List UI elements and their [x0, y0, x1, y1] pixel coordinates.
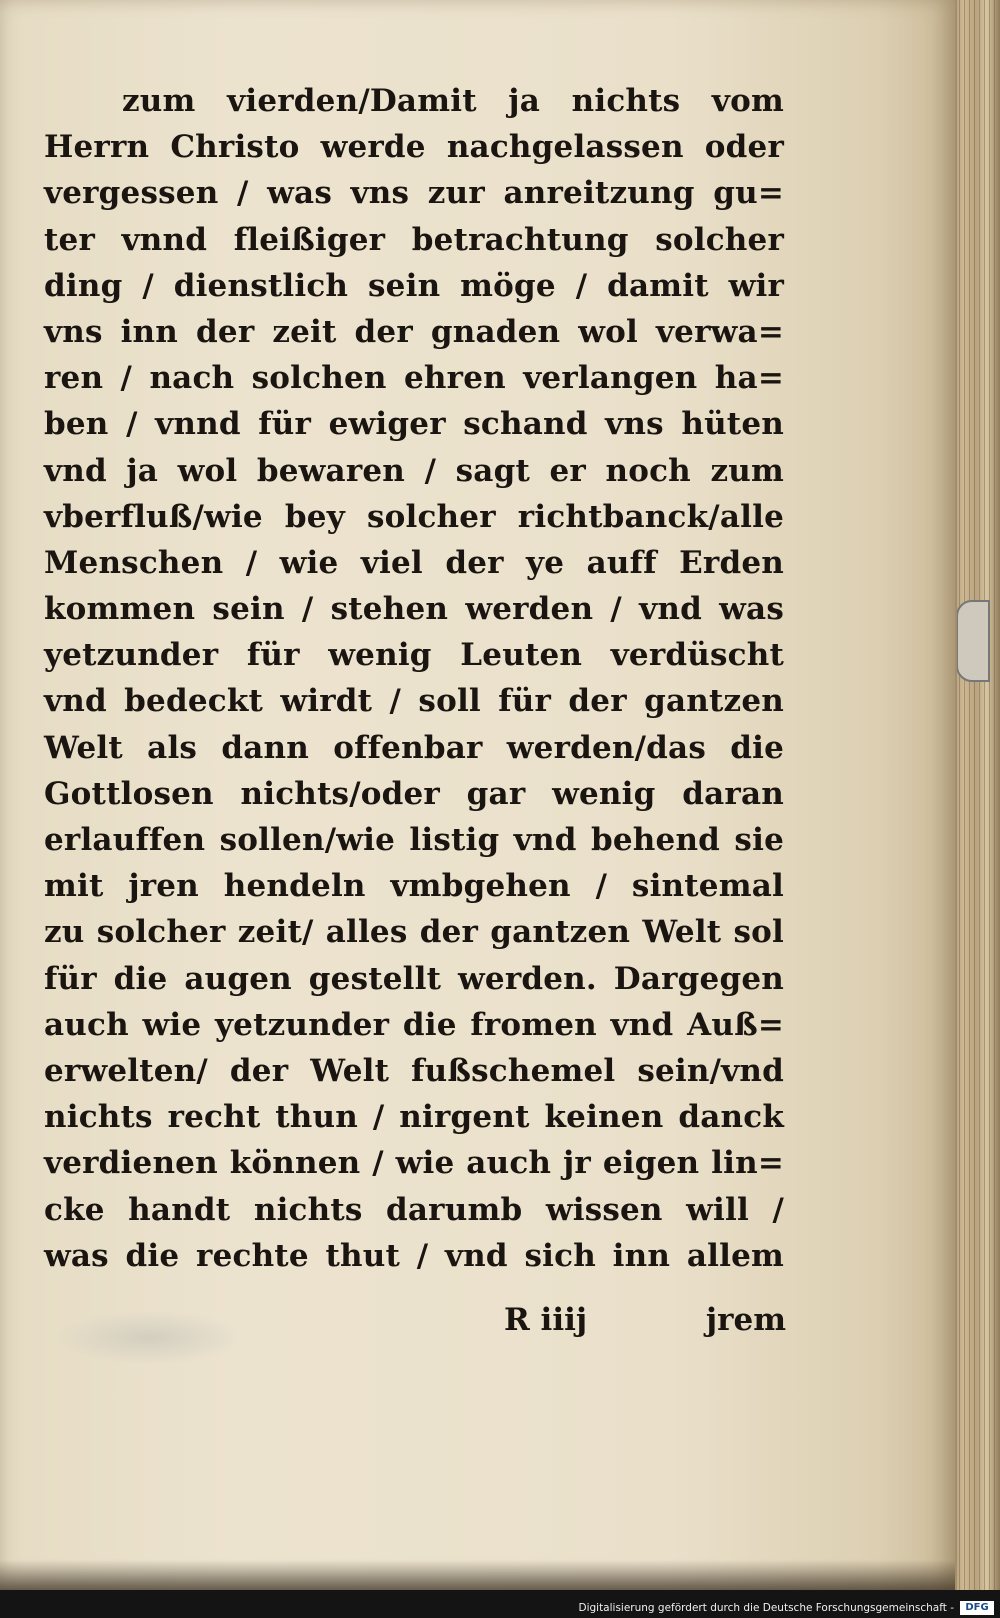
text-line: vergessen / was vns zur anreitzung gu=: [44, 175, 784, 212]
text-line: kommen sein / stehen werden / vnd was: [44, 591, 784, 628]
page-bottom-shadow: [0, 1560, 955, 1590]
text-line: vberfluß/wie bey solcher richtbanck/alle: [44, 498, 784, 535]
text-line: cke handt nichts darumb wissen will /: [44, 1191, 784, 1228]
text-line: verdienen können / wie auch jr eigen lin=: [44, 1145, 784, 1182]
text-line: für die augen gestellt werden. Dargegen: [44, 960, 784, 997]
text-line: zu solcher zeit/ alles der gantzen Welt sol: [44, 914, 784, 951]
text-line: was die rechte thut / vnd sich inn allem: [44, 1237, 784, 1274]
catchword: jrem: [705, 1302, 786, 1338]
text-line: Welt als dann offenbar werden/das die: [44, 729, 784, 766]
text-line: auch wie yetzunder die fromen vnd Auß=: [44, 1006, 784, 1043]
text-line: yetzunder für wenig Leuten verdüscht: [44, 637, 784, 674]
dfg-logo: DFG: [960, 1601, 994, 1615]
text-line: ren / nach solchen ehren verlangen ha=: [44, 360, 784, 397]
text-line: nichts recht thun / nirgent keinen danck: [44, 1099, 784, 1136]
page-stain: [55, 1310, 245, 1365]
text-line: erwelten/ der Welt fußschemel sein/vnd: [44, 1052, 784, 1089]
text-line: ben / vnnd für ewiger schand vns hüten: [44, 406, 784, 443]
text-line: zum vierden/Damit ja nichts vom: [122, 83, 784, 119]
credit-text: Digitalisierung gefördert durch die Deutsche Forschungsgemeinschaft -: [578, 1602, 954, 1614]
text-line: ter vnnd fleißiger betrachtung solcher: [44, 221, 784, 258]
page-footer-line: [504, 1302, 786, 1352]
text-line: vnd bedeckt wirdt / soll für der gantzen: [44, 683, 784, 720]
text-line: Gottlosen nichts/oder gar wenig daran: [44, 775, 784, 812]
text-line: ding / dienstlich sein möge / damit wir: [44, 267, 784, 304]
page-edges: [954, 0, 996, 1590]
text-line: vnd ja wol bewaren / sagt er noch zum: [44, 452, 784, 489]
text-line: Herrn Christo werde nachgelassen oder: [44, 129, 784, 166]
text-line: vns inn der zeit der gnaden wol verwa=: [44, 313, 784, 350]
page-text-block: [44, 78, 784, 1279]
book-clasp: [956, 600, 990, 682]
text-line: mit jren hendeln vmbgehen / sintemal: [44, 868, 784, 905]
text-line: Menschen / wie viel der ye auff Erden: [44, 544, 784, 581]
signature-mark: R iiij: [504, 1302, 588, 1338]
text-line: erlauffen sollen/wie listig vnd behend sie: [44, 822, 784, 858]
